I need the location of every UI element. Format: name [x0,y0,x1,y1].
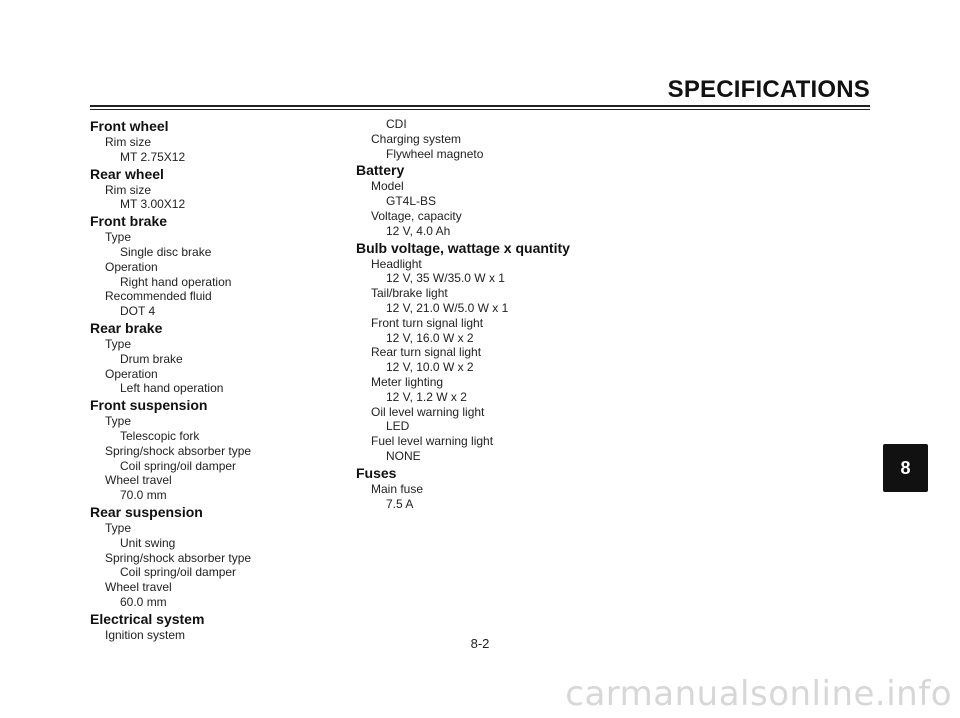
spec-label: Type [105,230,132,245]
spec-label: Fuel level warning light [371,434,494,449]
spec-value: 12 V, 35 W/35.0 W x 1 [386,271,505,286]
spec-value: 70.0 mm [120,488,167,503]
header-rule-thick [90,105,870,107]
spec-value: MT 2.75X12 [120,149,186,164]
spec-label: Oil level warning light [371,404,485,419]
spec-value: Right hand operation [120,274,232,289]
header-rule-thin [90,109,870,110]
watermark: carmanualsonline.info [565,674,952,714]
spec-label: Recommended fluid [105,289,212,304]
section-title: Fuses [356,464,397,481]
spec-label: Rim size [105,182,152,197]
spec-value: 12 V, 1.2 W x 2 [386,389,467,404]
spec-value: 7.5 A [386,496,414,511]
spec-value: LED [386,419,410,434]
section-title: Rear wheel [90,165,164,182]
page-title: SPECIFICATIONS [667,76,870,103]
spec-label: Charging system [371,131,462,146]
spec-value: 60.0 mm [120,594,167,609]
spec-label: Operation [105,366,158,381]
section-title: Electrical system [90,610,205,627]
spec-value: MT 3.00X12 [120,197,186,212]
spec-value: 12 V, 10.0 W x 2 [386,360,474,375]
spec-label: Front turn signal light [371,315,484,330]
spec-value: Unit swing [120,535,176,550]
spec-value: Single disc brake [120,244,212,259]
page-number: 8-2 [470,636,490,651]
spec-label: Spring/shock absorber type [105,443,252,458]
spec-label: Wheel travel [105,473,172,488]
spec-value: Telescopic fork [120,428,200,443]
spec-value: NONE [386,448,421,463]
section-title: Rear brake [90,319,163,336]
section-title: Front suspension [90,397,208,414]
spec-value: Drum brake [120,351,183,366]
spec-label: Rim size [105,135,152,149]
spec-label: Type [105,336,132,351]
spec-label: Model [371,179,404,194]
spec-value: DOT 4 [120,304,156,319]
spec-value: 12 V, 21.0 W/5.0 W x 1 [386,300,509,315]
spec-label: Spring/shock absorber type [105,550,252,565]
spec-value: Coil spring/oil damper [120,458,237,473]
spec-value: Left hand operation [120,381,224,396]
spec-label: Ignition system [105,627,186,642]
spec-value: GT4L-BS [386,194,437,209]
spec-label: Tail/brake light [371,286,448,301]
left-column [90,117,390,643]
chapter-tab: 8 [883,444,928,492]
spec-label: Type [105,414,132,429]
spec-value: 12 V, 16.0 W x 2 [386,330,474,345]
spec-value: 12 V, 4.0 Ah [386,223,451,238]
spec-label: Type [105,520,132,535]
section-title: Front brake [90,213,168,230]
section-title: Battery [356,162,405,179]
section-title: Rear suspension [90,503,203,520]
spec-label: Operation [105,259,158,274]
spec-label: Voltage, capacity [371,208,462,223]
right-column [356,117,656,511]
spec-label: Wheel travel [105,580,172,595]
spec-label: Main fuse [371,481,424,496]
spec-label: Meter lighting [371,374,444,389]
spec-value: Coil spring/oil damper [120,565,237,580]
spec-label: Headlight [371,256,422,271]
section-title: Front wheel [90,118,169,134]
spec-value: Flywheel magneto [386,146,484,161]
section-title: Bulb voltage, wattage x quantity [356,239,570,256]
spec-value: CDI [386,117,407,131]
spec-label: Rear turn signal light [371,345,482,360]
